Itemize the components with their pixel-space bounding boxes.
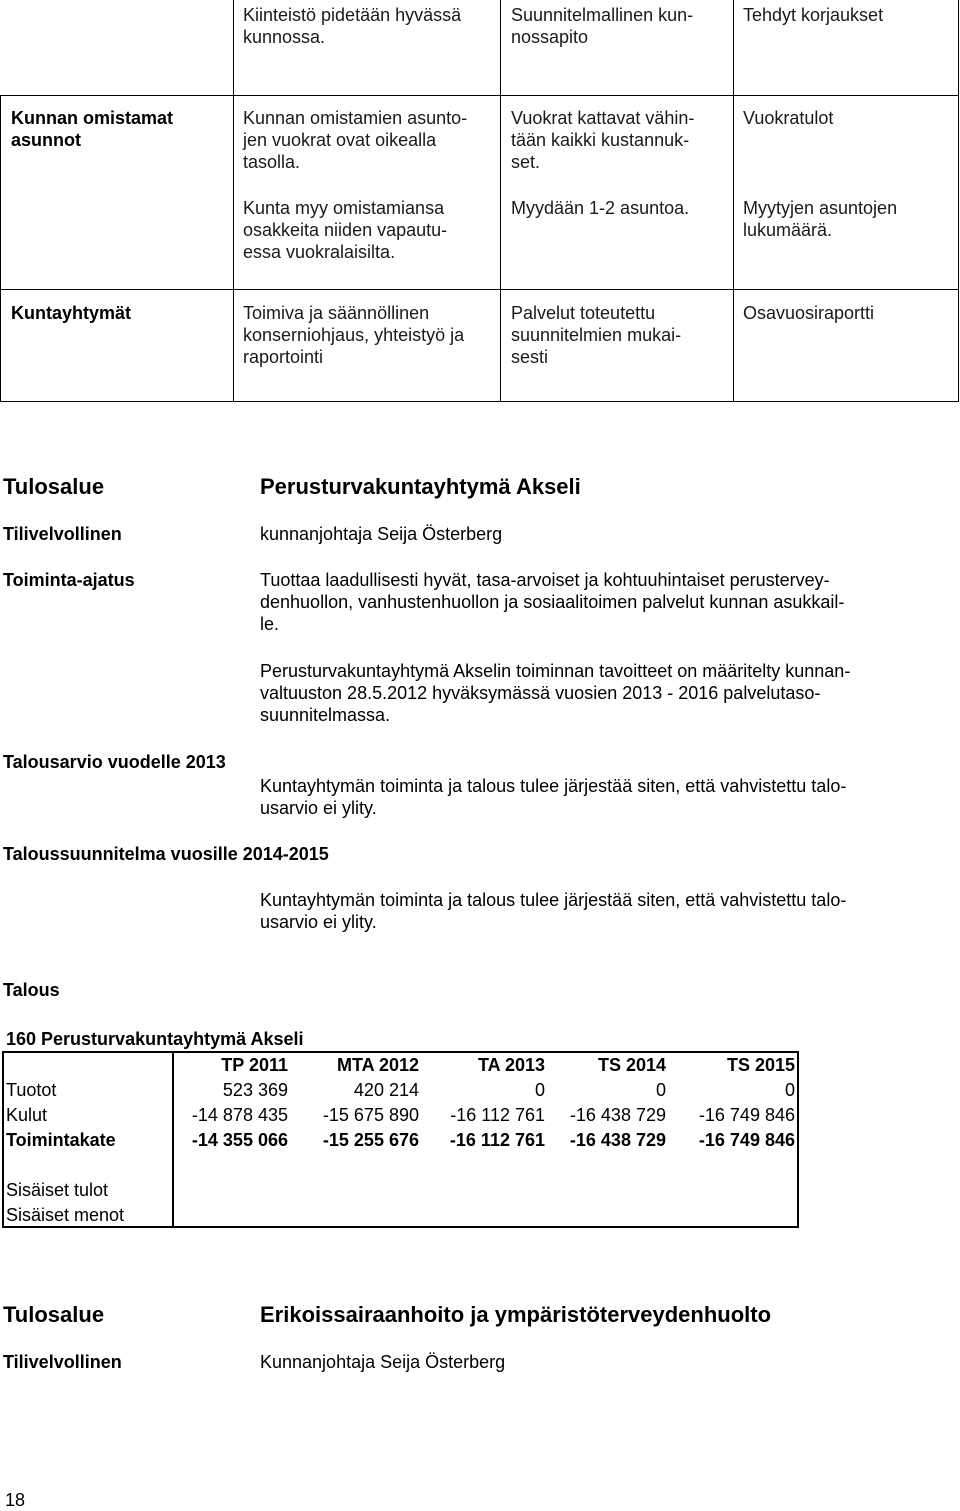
table-divider [0,95,959,96]
table-cell-action: Vuokrat kattavat vähin- tään kaikki kustannuk- set. [511,108,695,172]
column-header: TP 2011 [221,1055,288,1075]
column-header: TS 2014 [597,1055,666,1075]
table-cell: -16 438 729 [569,1105,666,1125]
toiminta-tavoitteet-text: Perusturvakuntayhtymä Akselin toiminnan tavoitteet on määritelty kunnan- valtuuston 28.5.2012 hyväksymässä vuosien 2013 - 2016 palvelutaso- suunnitelmassa. [260,661,851,725]
column-header: TA 2013 [477,1055,545,1075]
table-cell: -16 112 761 [449,1130,545,1150]
table-cell: 0 [655,1080,666,1100]
tulosalue-value: Erikoissairaanhoito ja ympäristöterveydenhuolto [260,1302,772,1327]
toiminta-ajatus-label: Toiminta-ajatus [3,570,135,590]
row-label: Kulut [6,1105,48,1125]
table-divider [0,289,959,290]
table-cell: -16 749 846 [698,1105,795,1125]
table-cell: -14 355 066 [191,1130,288,1150]
table-cell-label: Kunnan omistamat asunnot [11,108,174,150]
tulosalue-value: Perusturvakuntayhtymä Akseli [260,474,581,499]
table-cell-label: Kuntayhtymät [11,303,132,323]
tilivelvollinen-label: Tilivelvollinen [3,524,122,544]
tulosalue-label: Tulosalue [3,474,105,499]
taloussuunnitelma-label: Taloussuunnitelma vuosille 2014-2015 [3,844,329,864]
table-divider [0,95,1,402]
table-cell-measure: Vuokratulot [743,108,834,128]
row-label: Tuotot [6,1080,57,1100]
tilivelvollinen-value: Kunnanjohtaja Seija Österberg [260,1352,506,1372]
toiminta-ajatus-text: Tuottaa laadullisesti hyvät, tasa-arvoiset ja kohtuuhintaiset perustervey- denhuollon, vanhustenhuollon ja sosiaalitoimen palvelut kunnan asukkail- le. [260,570,845,634]
table-border [2,1226,799,1228]
table-cell: -16 112 761 [450,1105,545,1125]
table-cell-action: Suunnitelmallinen kun- nossapito [511,5,694,47]
table-cell: -15 675 890 [322,1105,419,1125]
table-border [2,1051,4,1228]
finance-title: 160 Perusturvakuntayhtymä Akseli [6,1029,304,1049]
column-header: TS 2015 [726,1055,795,1075]
talousarvio-text: Kuntayhtymän toiminta ja talous tulee järjestää siten, että vahvistettu talo- usarvio ei ylity. [260,776,847,818]
table-cell: 0 [784,1080,795,1100]
finance-table [0,1050,800,1230]
table-cell-goal: Kunnan omistamien asunto- jen vuokrat ovat oikealla tasolla. [243,108,468,172]
table-cell-goal: Kiinteistö pidetään hyvässä kunnossa. [243,5,462,47]
column-header: MTA 2012 [336,1055,419,1075]
table-cell: 420 214 [353,1080,419,1100]
talousarvio-label: Talousarvio vuodelle 2013 [3,752,226,772]
row-label: Toimintakate [6,1130,116,1150]
table-border [797,1051,799,1228]
page-number: 18 [5,1490,26,1510]
table-cell-action: Palvelut toteutettu suunnitelmien mukai- sesti [511,303,682,367]
table-cell: 523 369 [222,1080,288,1100]
table-cell: -16 438 729 [569,1130,666,1150]
table-cell-measure: Myytyjen asuntojen lukumäärä. [743,198,898,240]
talous-label: Talous [3,980,60,1000]
table-divider [233,0,234,402]
tilivelvollinen-value: kunnanjohtaja Seija Österberg [260,524,503,544]
row-label: Sisäiset menot [6,1205,125,1225]
table-border [2,1051,799,1053]
table-cell: 0 [534,1080,545,1100]
table-divider [500,0,501,402]
table-cell-goal: Toimiva ja säännöllinen konserniohjaus, yhteistyö ja raportointi [243,303,465,367]
goals-table [0,0,960,402]
row-label: Sisäiset tulot [6,1180,109,1200]
table-cell-measure: Osavuosiraportti [743,303,875,323]
table-divider [0,401,959,402]
table-cell-action: Myydään 1-2 asuntoa. [511,198,690,218]
taloussuunnitelma-text: Kuntayhtymän toiminta ja talous tulee järjestää siten, että vahvistettu talo- usarvio ei ylity. [260,890,847,932]
table-divider [958,0,959,402]
table-cell: -15 255 676 [322,1130,419,1150]
tulosalue-label: Tulosalue [3,1302,105,1327]
table-cell: -16 749 846 [698,1130,795,1150]
table-cell: -14 878 435 [191,1105,288,1125]
table-cell-goal: Kunta myy omistamiansa osakkeita niiden vapautu- essa vuokralaisilta. [243,198,448,262]
table-divider [733,0,734,402]
tilivelvollinen-label: Tilivelvollinen [3,1352,122,1372]
table-cell-measure: Tehdyt korjaukset [743,5,884,25]
